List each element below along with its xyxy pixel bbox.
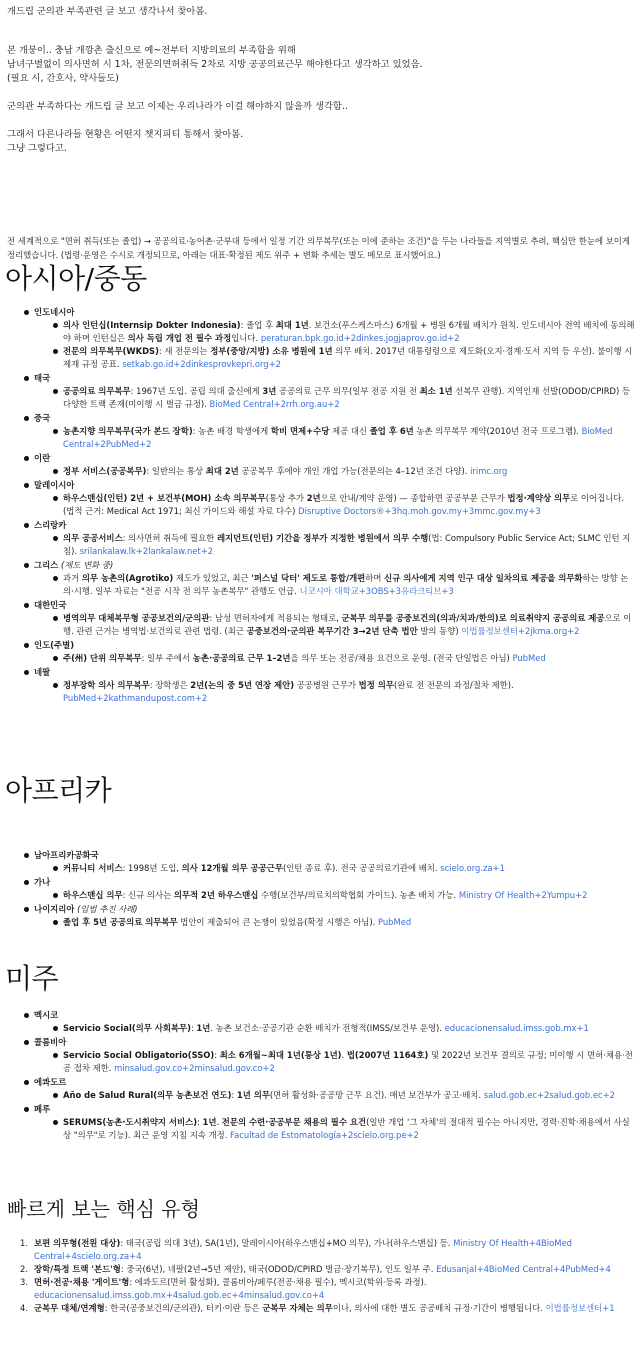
source-link[interactable]: minsalud.gov.co+2minsalud.gov.co+2 bbox=[114, 1063, 275, 1073]
country-name: 남아프리카공화국 bbox=[34, 850, 99, 860]
country-list bbox=[0, 849, 640, 929]
country-name: 태국 bbox=[34, 373, 51, 383]
source-link[interactable]: peraturan.bpk.go.id+2dinkes.jogjaprov.go.id+2 bbox=[260, 333, 460, 343]
bold-text: 공공의료 의무복무 bbox=[63, 386, 131, 396]
bold-text: 면허·전공·채용 '게이트'형 bbox=[34, 1277, 130, 1287]
text: : 신규 의사는 bbox=[122, 890, 174, 900]
bold-text: 법정 의무 bbox=[358, 680, 394, 690]
detail-item bbox=[34, 862, 640, 875]
text: 공공의료 근무 의무(일부 전공 지원 전 bbox=[276, 386, 420, 396]
bold-text: 2년(논의 중 5년 연장 제안) bbox=[190, 680, 295, 690]
text: 발의 동향) bbox=[417, 626, 462, 636]
text: : 중국(6년), 네팔(2년→5년 제안), 태국(ODOD/CPIRD 벌금·장기복무), 인도 일부 주. bbox=[120, 1264, 437, 1274]
bold-text: 군복무 자체는 의무 bbox=[262, 1303, 333, 1313]
bold-text: 보편 의무형(전원 대상) bbox=[34, 1238, 121, 1248]
bold-text: 법정·계약상 의무 bbox=[507, 493, 571, 503]
summary-item bbox=[0, 1276, 640, 1302]
country-item bbox=[0, 639, 640, 665]
text: (법: Compulsory Public Service Act; SLMC 인턴 지침). bbox=[63, 533, 631, 556]
country-item bbox=[0, 559, 640, 598]
country-name: 인도네시아 bbox=[34, 307, 75, 317]
bold-text: 공중보건의·군의관 복무기간 3→2년 단축 법안 bbox=[246, 626, 418, 636]
detail-list bbox=[34, 425, 640, 451]
detail-list bbox=[34, 652, 640, 665]
detail-item bbox=[34, 492, 640, 518]
country-item bbox=[0, 666, 640, 705]
bold-text: 졸업 후 6년 bbox=[369, 426, 414, 436]
detail-item bbox=[34, 1022, 640, 1035]
source-link[interactable]: scielo.org.za+1 bbox=[440, 863, 505, 873]
detail-list bbox=[34, 1022, 640, 1035]
detail-list bbox=[34, 572, 640, 598]
detail-list bbox=[34, 1116, 640, 1142]
detail-item bbox=[34, 1089, 640, 1102]
bold-text: 정부(중앙/지방) 소유 병원에 1년 bbox=[210, 346, 333, 356]
source-link[interactable]: 이법률정보센터+1 bbox=[545, 1303, 615, 1313]
summary-item bbox=[0, 1302, 640, 1315]
text: 하는 방향 논의·시행. 일부 자료는 "전공 시작 전 의무 농촌복무" 관행도 언급. bbox=[63, 573, 629, 596]
bold-text: 2년 bbox=[306, 493, 321, 503]
bold-text: 최소 6개월~최대 1년(통상 1년) bbox=[219, 1050, 342, 1060]
bold-text: 1년 의무 bbox=[236, 1090, 270, 1100]
text: : 졸업 후 bbox=[240, 320, 276, 330]
bold-text: 레지던트(인턴) 기간을 정부가 지정한 병원에서 의무 수행 bbox=[216, 533, 429, 543]
bold-text: Año de Salud Rural(의무 농촌보건 연도) bbox=[63, 1090, 232, 1100]
source-link[interactable]: 이법률정보센터+2jkma.org+2 bbox=[461, 626, 580, 636]
detail-list bbox=[34, 1089, 640, 1102]
bold-text: 하우스맨십 의무 bbox=[63, 890, 123, 900]
text: : bbox=[197, 1117, 203, 1127]
text: . bbox=[341, 1050, 347, 1060]
section-heading-americas: 미주 bbox=[5, 962, 59, 995]
country-note: (입법 추진 사례) bbox=[77, 904, 138, 914]
source-link[interactable]: PubMed bbox=[512, 653, 546, 663]
text: : bbox=[190, 1023, 197, 1033]
country-name: 그리스 bbox=[34, 560, 59, 570]
text: : 에콰도르(면허 활성화), 콜롬비아/페루(전공·채용 필수), 멕시코(학위·등록 과정). bbox=[129, 1277, 427, 1287]
intro-line: (필요 시, 간호사, 약사들도) bbox=[7, 73, 119, 84]
bold-text: 주(州) 단위 의무복무 bbox=[63, 653, 142, 663]
text: : bbox=[214, 1050, 220, 1060]
source-link[interactable]: Edusanjal+4BioMed Central+4PubMed+4 bbox=[436, 1264, 611, 1274]
source-link[interactable]: 니코시아 대학교+3OBS+3유라크티브+3 bbox=[299, 586, 454, 596]
source-link[interactable]: irimc.org bbox=[470, 466, 508, 476]
text: 로 이어집니다. (법적 근거: Medical Act 1971; 최신 가이드와 해설 자료 다수) bbox=[63, 493, 625, 516]
section-summary bbox=[0, 1237, 640, 1315]
text: 의무 배치. 2017년 대통령령으로 제도화(오지·경계·도서 지역 등 우선). 불이행 시 제재 규정 공표. bbox=[63, 346, 633, 369]
country-item bbox=[0, 1103, 640, 1142]
source-link[interactable]: Facultad de Estomatología+2scielo.org.pe+2 bbox=[230, 1130, 419, 1140]
text: 선복무 관행). 지역인재 선발(ODOD/CPIRD) 등 다양한 트랙 존재(미이행 시 벌금 규정). bbox=[63, 386, 631, 409]
intro-line: 군의관 부족하다는 개드립 글 보고 이제는 우리나라가 이걸 해야하지 않을까 생각함.. bbox=[7, 101, 348, 112]
country-item bbox=[0, 452, 640, 478]
country-item bbox=[0, 599, 640, 638]
country-note: (제도 변화 중) bbox=[60, 560, 114, 570]
section-heading-summary: 빠르게 보는 핵심 유형 bbox=[7, 1197, 200, 1221]
text: (완료 전 전문의 과정/절차 제한). bbox=[393, 680, 514, 690]
bold-text: 군복무 의무를 공중보건의(의과/치과/한의)로 의료취약지 공공의료 제공 bbox=[341, 613, 605, 623]
bold-text: 의사 인턴십(Internsip Dokter Indonesia) bbox=[63, 320, 241, 330]
text: 으로 안내/계약 운영) — 종합하면 공공부문 근무가 bbox=[320, 493, 508, 503]
text: . bbox=[216, 1117, 222, 1127]
source-link[interactable]: Ministry Of Health+4BioMed Central+4scielo.org.za+4 bbox=[34, 1238, 572, 1261]
text: (인턴 종료 후). 전국 공공의료기관에 배치. bbox=[282, 863, 441, 873]
source-link[interactable]: setkab.go.id+2dinkesprovkepri.org+2 bbox=[122, 359, 281, 369]
country-name: 말레이시아 bbox=[34, 480, 75, 490]
detail-item bbox=[34, 425, 640, 451]
bold-text: 신규 의사에게 지역 인구 대상 일차의료 제공을 의무화 bbox=[384, 573, 583, 583]
summary-number: 4. bbox=[20, 1303, 28, 1313]
detail-item bbox=[34, 345, 640, 371]
summary-list bbox=[0, 1237, 640, 1315]
detail-item bbox=[34, 1116, 640, 1142]
bold-text: 의무적 2년 하우스맨십 bbox=[173, 890, 259, 900]
text: : 일부 주에서 bbox=[141, 653, 193, 663]
country-name: 중국 bbox=[34, 413, 51, 423]
source-link[interactable]: Disruptive Doctors®+3hq.moh.gov.my+3mmc.gov.my+3 bbox=[298, 506, 541, 516]
summary-number: 2. bbox=[20, 1264, 28, 1274]
text: 및 2022년 보건부 결의로 규정; 미이행 시 면허·채용·전공 접차 제한. bbox=[63, 1050, 633, 1073]
section-africa bbox=[0, 849, 640, 930]
source-link[interactable]: salud.gob.ec+2salud.gob.ec+2 bbox=[483, 1090, 615, 1100]
detail-list bbox=[34, 532, 640, 558]
bold-text: 학비 면제+수당 bbox=[270, 426, 330, 436]
intro-line: 그래서 다른나라들 현황은 어떤지 챗지피티 통해서 찾아봄. bbox=[7, 129, 244, 140]
bold-text: SERUMS(농촌·도시취약지 서비스) bbox=[63, 1117, 198, 1127]
country-item bbox=[0, 479, 640, 518]
detail-item bbox=[34, 652, 640, 665]
country-item bbox=[0, 306, 640, 371]
detail-list bbox=[34, 916, 640, 929]
bold-text: 3년 bbox=[262, 386, 277, 396]
section-asia bbox=[0, 306, 640, 706]
detail-item bbox=[34, 1049, 640, 1075]
text: 공공병원 근무가 bbox=[294, 680, 359, 690]
bold-text: 하우스맨십(인턴) 2년 + 보건부(MOH) 소속 의무복무 bbox=[63, 493, 266, 503]
text: 공공복무 후에야 개인 개업 가능(전문의는 4–12년 조건 다양). bbox=[238, 466, 471, 476]
bold-text: '퍼스널 닥터' 제도로 통합/개편 bbox=[251, 573, 366, 583]
section-heading-asia: 아시아/중동 bbox=[5, 262, 147, 295]
text: 하며 bbox=[365, 573, 385, 583]
text: 농촌 의무복무 계약(2010년 전국 프로그램). bbox=[413, 426, 582, 436]
country-item bbox=[0, 903, 640, 929]
bold-text: 농촌·공공의료 근무 1–2년 bbox=[192, 653, 291, 663]
summary-number: 1. bbox=[20, 1238, 28, 1248]
bold-text: 전문의 의무복무(WKDS) bbox=[63, 346, 159, 356]
text: : 의사면허 취득에 필요한 bbox=[122, 533, 217, 543]
bold-text: 전문의 수련·공공부문 채용의 필수 요건 bbox=[221, 1117, 367, 1127]
intro-line: 그냥 그렇다고. bbox=[7, 143, 67, 154]
text: : 한국(공중보건의/군의관), 터키·이란 등은 bbox=[104, 1303, 263, 1313]
text: 제도가 있었고, 최근 bbox=[173, 573, 252, 583]
source-link[interactable]: PubMed bbox=[377, 917, 412, 927]
bold-text: 군복무 대체/연계형 bbox=[34, 1303, 105, 1313]
text: 으로 이행. 관련 근거는 병역법·보건의료 관련 법령. (최근 bbox=[63, 613, 632, 636]
bold-text: 최소 1년 bbox=[419, 386, 453, 396]
section-heading-africa: 아프리카 bbox=[5, 774, 112, 807]
detail-item bbox=[34, 679, 640, 705]
detail-list bbox=[34, 492, 640, 518]
text: (면허 활성화·공공망 근무 요건). 매년 보건부가 공고·배치. bbox=[269, 1090, 484, 1100]
source-link[interactable]: BioMed Central+2PubMed+2 bbox=[63, 426, 613, 449]
detail-list bbox=[34, 862, 640, 875]
text: 법안이 제출되어 큰 논쟁이 있었음(확정 시행은 아님). bbox=[177, 917, 378, 927]
country-item bbox=[0, 412, 640, 451]
detail-item bbox=[34, 889, 640, 902]
source-link[interactable]: educacionensalud.imss.gob.mx+1 bbox=[444, 1023, 589, 1033]
text: 을 의무 또는 전공/채용 요건으로 운영. (전국 단일법은 아님) bbox=[290, 653, 513, 663]
detail-item bbox=[34, 385, 640, 411]
source-link[interactable]: educacionensalud.imss.gob.mx+4salud.gob.ec+4minsalud.gov.co+4 bbox=[34, 1290, 325, 1300]
bold-text: 농촌지향 의무복무(국가 본드 장학) bbox=[63, 426, 193, 436]
bold-text: 장학/특정 트랙 '본드'형 bbox=[34, 1264, 121, 1274]
text: : bbox=[231, 1090, 237, 1100]
country-item bbox=[0, 372, 640, 411]
summary-number: 3. bbox=[20, 1277, 28, 1287]
source-link[interactable]: BioMed Central+2rrh.org.au+2 bbox=[209, 399, 340, 409]
detail-item bbox=[34, 532, 640, 558]
country-item bbox=[0, 1076, 640, 1102]
detail-item bbox=[34, 319, 640, 345]
text: 입니다. bbox=[231, 333, 261, 343]
section-americas bbox=[0, 1009, 640, 1143]
bold-text: 최대 2년 bbox=[205, 466, 239, 476]
bold-text: 커뮤니티 서비스 bbox=[63, 863, 123, 873]
bold-text: 최대 1년 bbox=[275, 320, 309, 330]
detail-list bbox=[34, 385, 640, 411]
country-name: 네팔 bbox=[34, 667, 51, 677]
intro-line: 개드립 군의관 부족관련 글 보고 생각나서 찾아봄. bbox=[7, 6, 208, 17]
country-name: 멕시코 bbox=[34, 1010, 59, 1020]
text: 수행(보건부/의료치의학협회 가이드). 농촌 배치 가능. bbox=[258, 890, 459, 900]
detail-item bbox=[34, 916, 640, 929]
country-item bbox=[0, 849, 640, 875]
bold-text: 의무 공공서비스 bbox=[63, 533, 123, 543]
text: : 남성 면허자에게 적용되는 형태로, bbox=[209, 613, 342, 623]
text: (통상 추가 bbox=[265, 493, 307, 503]
bold-text: 의무 농촌의(Agrotiko) bbox=[81, 573, 174, 583]
country-name: 이란 bbox=[34, 453, 51, 463]
detail-item bbox=[34, 465, 640, 478]
intro-line: 남녀구별없이 의사면허 시 1차, 전문의면허취득 2차로 지방 공공의료근무 해야한다고 생각하고 있었음. bbox=[7, 59, 423, 70]
bold-text: 졸업 후 5년 공공의료 의무복무 bbox=[63, 917, 178, 927]
bold-text: 법(2007년 1164호) bbox=[346, 1050, 429, 1060]
text: : 1998년 도입, bbox=[122, 863, 182, 873]
country-name: 대한민국 bbox=[34, 600, 67, 610]
bold-text: 1년 bbox=[202, 1117, 217, 1127]
text: : 장학생은 bbox=[149, 680, 191, 690]
bold-text: 병역의무 대체복무형 공공보건의/군의관 bbox=[63, 613, 210, 623]
bold-text: 정부 서비스(공공복무) bbox=[63, 466, 147, 476]
summary-item bbox=[0, 1263, 640, 1276]
country-item bbox=[0, 519, 640, 558]
bold-text: 의사 12개월 의무 공공근무 bbox=[181, 863, 283, 873]
text: 과거 bbox=[63, 573, 82, 583]
text: 이나, 의사에 대한 별도 공공배치 규정·기간이 병행됩니다. bbox=[332, 1303, 546, 1313]
source-link[interactable]: Ministry Of Health+2Yumpu+2 bbox=[458, 890, 588, 900]
country-name: 페루 bbox=[34, 1104, 51, 1114]
text: : 1967년 도입. 공립 의대 출신에게 bbox=[130, 386, 263, 396]
detail-list bbox=[34, 679, 640, 705]
country-name: 인도(주별) bbox=[34, 640, 75, 650]
text: : 태국(공립 의대 3년), SA(1년), 말레이시아(하우스맨십+MO 의무), 가나(하우스맨십) 등. bbox=[120, 1238, 454, 1248]
intro-summary: 전 세계적으로 "면허 취득(또는 졸업) → 공공의료·농어촌·군부대 등에서 일정 기간 의무복무(또는 이에 준하는 조건)"을 두는 나라들을 지역별로 추려, 핵심만 한눈에 보이게 정리했습니다. (법령·운영은 수시로 개정되므로, 아래는 대표·확정된 제도 위주 + 변화 추세는 별도 메모로 표시했어요.) bbox=[7, 236, 630, 260]
text: . 농촌 보건소·공공기관 순환 배치가 전형적(IMSS/보건부 운영). bbox=[210, 1023, 445, 1033]
country-item bbox=[0, 1036, 640, 1075]
country-list bbox=[0, 1009, 640, 1142]
detail-item bbox=[34, 612, 640, 638]
bold-text: Servicio Social Obligatorio(SSO) bbox=[63, 1050, 215, 1060]
intro-line: 본 개붕이.. 충남 개깡촌 출신으로 예~전부터 지방의료의 부족함을 위해 bbox=[7, 45, 296, 56]
text: : 농촌 배경 학생에게 bbox=[192, 426, 271, 436]
detail-item bbox=[34, 572, 640, 598]
detail-list bbox=[34, 319, 640, 371]
country-list bbox=[0, 306, 640, 705]
text: . 보건소(푸스케스마스) 6개월 + 병원 6개월 배치가 원칙. 인도네시아 전역 배치에 동의해야 하며 인턴십은 bbox=[63, 320, 635, 343]
text: : 일반의는 통상 bbox=[146, 466, 206, 476]
summary-item bbox=[0, 1237, 640, 1263]
text: : 새 전문의는 bbox=[158, 346, 211, 356]
country-item bbox=[0, 876, 640, 902]
bold-text: Servicio Social(의무 사회복무) bbox=[63, 1023, 191, 1033]
text: (일반 개업 '그 자체'의 절대적 필수는 아니지만, 경력·진학·채용에서 사실상 "의무"로 기능). 최근 운영 지침 지속 개정. bbox=[63, 1117, 630, 1140]
detail-list bbox=[34, 889, 640, 902]
detail-list bbox=[34, 612, 640, 638]
country-name: 콜롬비아 bbox=[34, 1037, 67, 1047]
bold-text: 의사 독립 개업 전 필수 과정 bbox=[127, 333, 232, 343]
country-name: 에콰도르 bbox=[34, 1077, 67, 1087]
source-link[interactable]: srilankalaw.lk+2lankalaw.net+2 bbox=[79, 546, 214, 556]
detail-list bbox=[34, 465, 640, 478]
text: 제공 대신 bbox=[329, 426, 370, 436]
detail-list bbox=[34, 1049, 640, 1075]
country-name: 스리랑카 bbox=[34, 520, 67, 530]
source-link[interactable]: PubMed+2kathmandupost.com+2 bbox=[63, 693, 208, 703]
bold-text: 정부장학 의사 의무복무 bbox=[63, 680, 150, 690]
country-name: 나이지리아 bbox=[34, 904, 75, 914]
intro-text bbox=[7, 5, 635, 156]
bold-text: 1년 bbox=[196, 1023, 211, 1033]
country-item bbox=[0, 1009, 640, 1035]
country-name: 가나 bbox=[34, 877, 51, 887]
